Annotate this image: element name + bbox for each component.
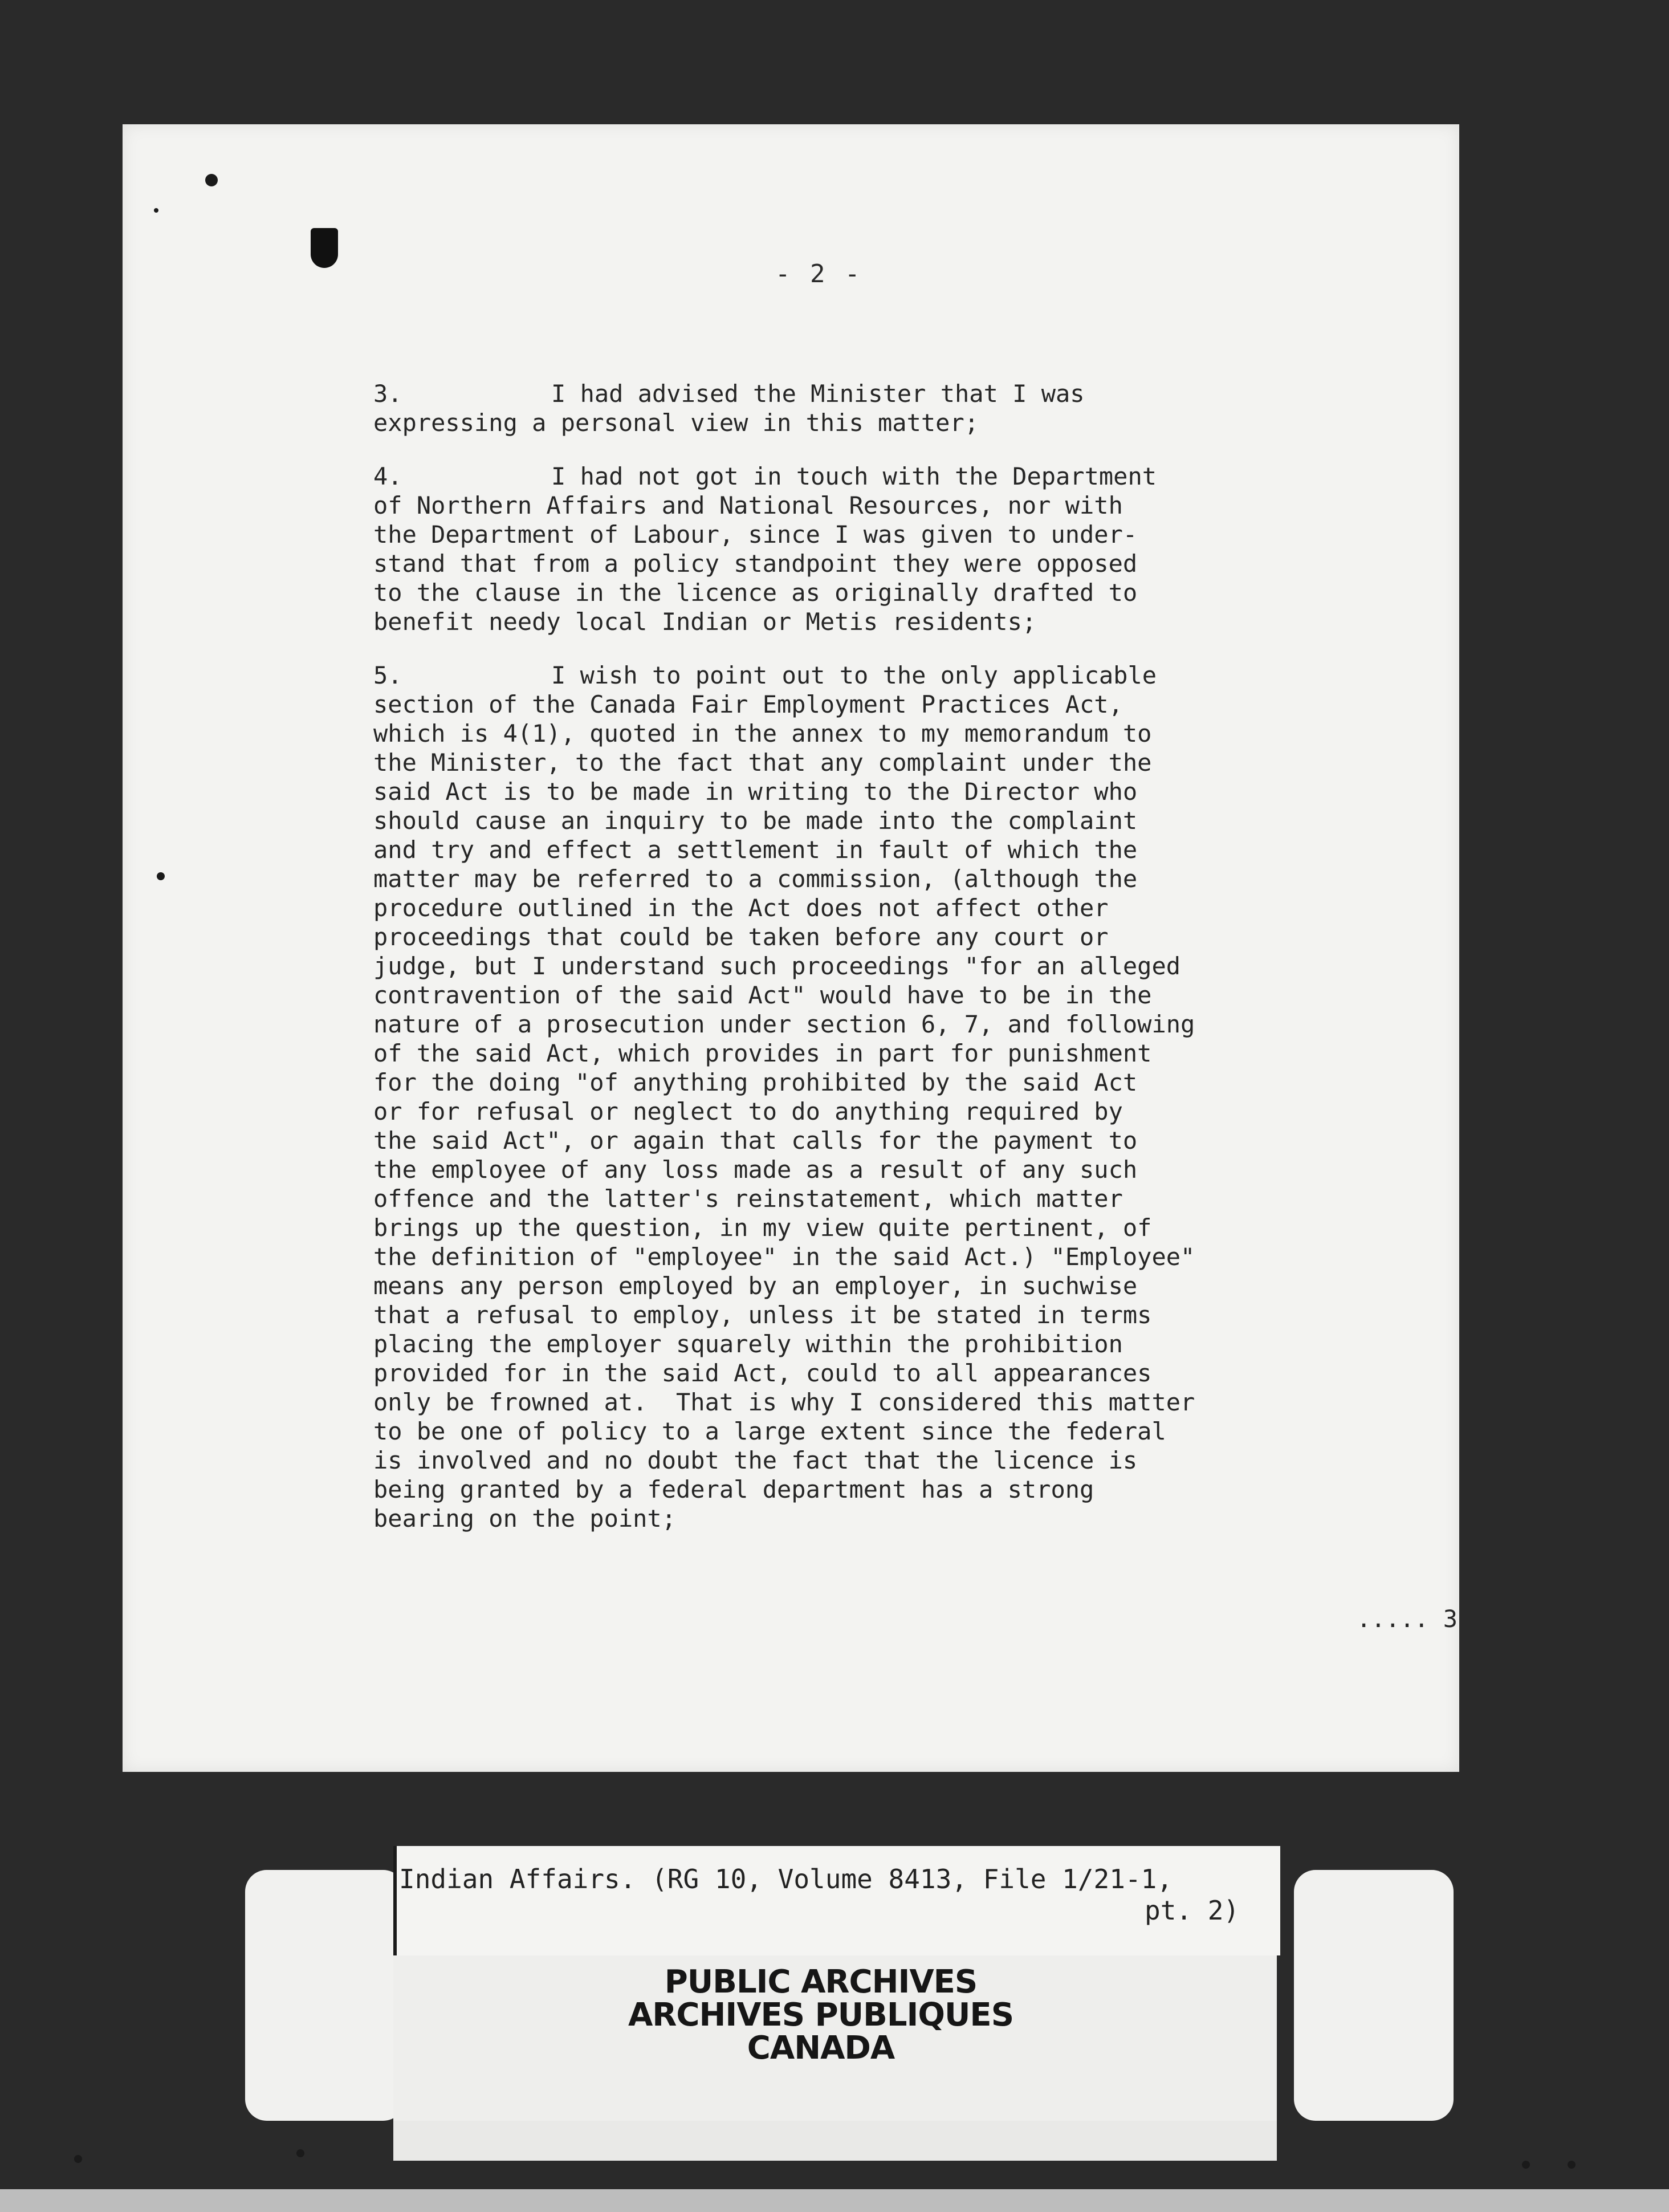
paragraph-line: [373, 922, 1399, 952]
paragraph-line: [373, 1300, 1399, 1329]
paragraph-text: section of the Canada Fair Employment Practices Act,: [373, 690, 1123, 718]
paragraph-line: [373, 491, 1399, 520]
paragraph-text: is involved and no doubt the fact that the licence is: [373, 1446, 1138, 1474]
paragraph-line: [373, 549, 1399, 578]
slate-right-wing: [1294, 1870, 1454, 2121]
paragraph-text: only be frowned at. That is why I considered this matter: [373, 1388, 1195, 1416]
film-speck: [205, 174, 218, 186]
paragraph-line: [373, 690, 1399, 719]
film-edge: [0, 2189, 1669, 2212]
paragraph-number: 4.: [373, 462, 402, 490]
paragraph-text: stand that from a policy standpoint they were opposed: [373, 550, 1138, 578]
paragraph-text: the Department of Labour, since I was given to under-: [373, 521, 1138, 548]
paragraph-line: [373, 520, 1399, 549]
paragraph-text: provided for in the said Act, could to all appearances: [373, 1359, 1152, 1387]
slate-left-wing: [245, 1870, 405, 2121]
paragraph-4: [373, 462, 1399, 636]
stamp-line: ARCHIVES PUBLIQUES: [628, 1997, 1014, 2034]
paragraph-text: and try and effect a settlement in fault of which the: [373, 836, 1138, 864]
paragraph-line: [373, 1010, 1399, 1039]
film-speck: [1522, 2161, 1530, 2169]
paragraph-text: said Act is to be made in writing to the Director who: [373, 778, 1138, 806]
paragraph-line: [373, 408, 1399, 437]
continuation-marker: ..... 3: [1357, 1605, 1458, 1633]
paragraph-line: [373, 1155, 1399, 1184]
paragraph-text: I had advised the Minister that I was: [551, 380, 1085, 408]
page-number: - 2 -: [775, 259, 862, 288]
paragraph-text: bearing on the point;: [373, 1505, 677, 1532]
paragraph-text: judge, but I understand such proceedings "for an alleged: [373, 952, 1181, 980]
paragraph-line: [373, 806, 1399, 835]
paragraph-text: for the doing "of anything prohibited by the said Act: [373, 1068, 1138, 1096]
paragraph-line: [373, 777, 1399, 806]
paragraph-line: [373, 1184, 1399, 1213]
paragraph-line: [373, 462, 1399, 491]
slate-tab: [393, 2121, 1277, 2161]
stamp-line: CANADA: [747, 2030, 895, 2067]
paragraph-text: proceedings that could be taken before any court or: [373, 923, 1109, 951]
paragraph-text: offence and the latter's reinstatement, which matter: [373, 1185, 1123, 1213]
paragraph-text: I wish to point out to the only applicable: [551, 661, 1157, 689]
paragraph-text: of Northern Affairs and National Resources, nor with: [373, 491, 1123, 519]
paragraph-line: [373, 1417, 1399, 1446]
paragraph-line: [373, 748, 1399, 777]
paragraph-text: the employee of any loss made as a result of any such: [373, 1156, 1138, 1184]
paragraph-text: that a refusal to employ, unless it be stated in terms: [373, 1301, 1152, 1329]
paragraph-text: to be one of policy to a large extent since the federal: [373, 1417, 1166, 1445]
archival-reference-part: pt. 2): [1145, 1895, 1240, 1926]
paragraph-line: [373, 1213, 1399, 1242]
paragraph-text: brings up the question, in my view quite pertinent, of: [373, 1214, 1152, 1242]
paragraph-text: should cause an inquiry to be made into the complaint: [373, 807, 1138, 835]
paragraph-text: of the said Act, which provides in part for punishment: [373, 1039, 1152, 1067]
paragraph-text: placing the employer squarely within the prohibition: [373, 1330, 1123, 1358]
paragraph-number: 5.: [373, 661, 402, 689]
paragraph-line: [373, 893, 1399, 922]
paragraph-5: [373, 661, 1399, 1533]
film-speck: [1568, 2161, 1576, 2169]
paragraph-line: [373, 835, 1399, 864]
paragraph-line: [373, 661, 1399, 690]
paragraph-line: [373, 607, 1399, 636]
paragraph-line: [373, 578, 1399, 607]
paragraph-text: procedure outlined in the Act does not affect other: [373, 894, 1109, 922]
paragraph-line: [373, 981, 1399, 1010]
paragraph-line: [373, 1475, 1399, 1504]
paragraph-line: [373, 1271, 1399, 1300]
paragraph-line: [373, 1329, 1399, 1359]
paragraph-line: [373, 1504, 1399, 1533]
paragraph-line: [373, 952, 1399, 981]
paragraph-line: [373, 1126, 1399, 1155]
paragraph-line: [373, 1097, 1399, 1126]
paragraph-text: contravention of the said Act" would have to be in the: [373, 981, 1152, 1009]
paragraph-text: or for refusal or neglect to do anything required by: [373, 1097, 1123, 1125]
paragraph-text: means any person employed by an employer, in suchwise: [373, 1272, 1138, 1300]
paragraph-text: matter may be referred to a commission, (although the: [373, 865, 1138, 893]
paragraph-text: expressing a personal view in this matter;: [373, 409, 979, 437]
paragraph-3: [373, 379, 1399, 437]
paragraph-line: [373, 719, 1399, 748]
paragraph-line: [373, 1446, 1399, 1475]
film-speck: [74, 2155, 82, 2163]
stamp-line: PUBLIC ARCHIVES: [664, 1963, 978, 2000]
paragraph-line: [373, 1242, 1399, 1271]
paragraph-line: [373, 864, 1399, 893]
paragraph-text: the Minister, to the fact that any complaint under the: [373, 749, 1152, 776]
paragraph-line: [373, 1039, 1399, 1068]
paragraph-text: I had not got in touch with the Department: [551, 462, 1157, 490]
letter-body: [373, 379, 1399, 1558]
film-speck: [296, 2149, 304, 2157]
paragraph-text: benefit needy local Indian or Metis residents;: [373, 608, 1037, 636]
paragraph-text: which is 4(1), quoted in the annex to my memorandum to: [373, 719, 1152, 747]
paragraph-text: nature of a prosecution under section 6, 7, and following: [373, 1010, 1195, 1038]
archival-reference: Indian Affairs. (RG 10, Volume 8413, File 1/21-1,: [399, 1864, 1173, 1894]
archives-stamp: [564, 1963, 1077, 2067]
paragraph-line: [373, 379, 1399, 408]
paragraph-text: being granted by a federal department has a strong: [373, 1475, 1094, 1503]
paragraph-text: the said Act", or again that calls for the payment to: [373, 1127, 1138, 1154]
paragraph-line: [373, 1068, 1399, 1097]
paragraph-line: [373, 1359, 1399, 1388]
film-speck: [157, 872, 165, 880]
paragraph-line: [373, 1388, 1399, 1417]
page-punch-mark: [311, 228, 338, 268]
paragraph-number: 3.: [373, 380, 402, 408]
film-speck: [154, 208, 158, 213]
paragraph-text: the definition of "employee" in the said Act.) "Employee": [373, 1243, 1195, 1271]
paragraph-text: to the clause in the licence as originally drafted to: [373, 579, 1138, 607]
